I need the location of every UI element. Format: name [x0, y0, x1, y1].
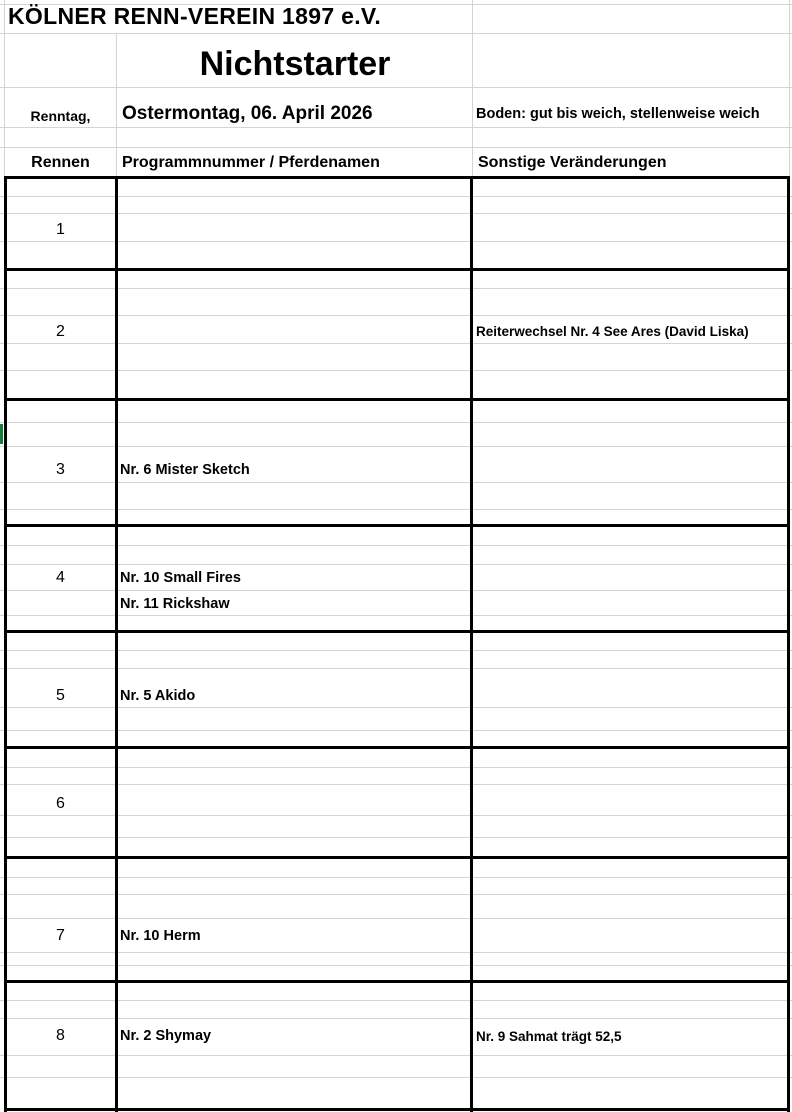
- table-border: [4, 176, 7, 1112]
- grid-line: [0, 730, 792, 731]
- non-starter-horse: Nr. 10 Herm: [120, 928, 201, 944]
- race-separator: [4, 856, 790, 859]
- ground-condition: Boden: gut bis weich, stellenweise weich: [476, 106, 760, 122]
- non-starter-horse: Nr. 10 Small Fires: [120, 570, 241, 586]
- table-border: [4, 176, 790, 179]
- grid-line: [0, 894, 792, 895]
- grid-line: [0, 918, 792, 919]
- grid-line: [472, 0, 473, 178]
- grid-line: [0, 482, 792, 483]
- grid-line: [0, 446, 792, 447]
- grid-line: [0, 33, 792, 34]
- grid-line: [0, 615, 792, 616]
- grid-line: [116, 34, 117, 178]
- grid-line: [0, 545, 792, 546]
- non-starter-horse: Nr. 5 Akido: [120, 688, 196, 704]
- column-header-race: Rennen: [31, 154, 90, 171]
- grid-line: [0, 767, 792, 768]
- selection-marker: [0, 424, 3, 444]
- grid-line: [0, 877, 792, 878]
- race-separator: [4, 398, 790, 401]
- race-change: Nr. 9 Sahmat trägt 52,5: [476, 1029, 622, 1044]
- column-header-changes: Sonstige Veränderungen: [478, 154, 667, 171]
- renntag-label: Renntag,: [30, 108, 91, 124]
- grid-line: [0, 147, 792, 148]
- grid-line: [0, 784, 792, 785]
- race-number: 7: [56, 927, 65, 944]
- grid-line: [0, 213, 792, 214]
- table-border: [470, 176, 473, 1112]
- grid-line: [0, 87, 792, 88]
- race-separator: [4, 746, 790, 749]
- table-border: [4, 1108, 790, 1111]
- grid-line: [0, 952, 792, 953]
- grid-line: [0, 668, 792, 669]
- grid-line: [0, 422, 792, 423]
- grid-line: [0, 707, 792, 708]
- race-number: 5: [56, 687, 65, 704]
- page-title: Nichtstarter: [199, 45, 391, 83]
- grid-line: [0, 241, 792, 242]
- race-separator: [4, 630, 790, 633]
- table-border: [115, 176, 118, 1112]
- grid-line: [0, 343, 792, 344]
- race-number: 1: [56, 221, 65, 238]
- race-separator: [4, 980, 790, 983]
- grid-line: [0, 590, 792, 591]
- column-header-horses: Programmnummer / Pferdenamen: [122, 154, 380, 171]
- grid-line: [0, 564, 792, 565]
- grid-line: [0, 509, 792, 510]
- grid-line: [0, 196, 792, 197]
- race-number: 4: [56, 569, 65, 586]
- race-number: 8: [56, 1027, 65, 1044]
- grid-line: [0, 315, 792, 316]
- grid-line: [0, 127, 792, 128]
- grid-line: [0, 370, 792, 371]
- race-separator: [4, 524, 790, 527]
- table-border: [787, 176, 790, 1112]
- organization-name: KÖLNER RENN-VEREIN 1897 e.V.: [8, 3, 382, 29]
- non-starter-horse: Nr. 2 Shymay: [120, 1028, 212, 1044]
- grid-line: [0, 1018, 792, 1019]
- non-starter-horse: Nr. 6 Mister Sketch: [120, 462, 250, 478]
- grid-line: [0, 1055, 792, 1056]
- race-number: 3: [56, 461, 65, 478]
- grid-line: [0, 1000, 792, 1001]
- grid-line: [0, 1077, 792, 1078]
- race-date: Ostermontag, 06. April 2026: [122, 103, 373, 124]
- grid-line: [0, 288, 792, 289]
- grid-line: [0, 965, 792, 966]
- non-starter-horse: Nr. 11 Rickshaw: [120, 596, 230, 612]
- race-number: 2: [56, 323, 65, 340]
- race-change: Reiterwechsel Nr. 4 See Ares (David Liska): [476, 324, 749, 339]
- race-separator: [4, 268, 790, 271]
- race-number: 6: [56, 795, 65, 812]
- grid-line: [0, 650, 792, 651]
- grid-line: [0, 837, 792, 838]
- grid-line: [0, 815, 792, 816]
